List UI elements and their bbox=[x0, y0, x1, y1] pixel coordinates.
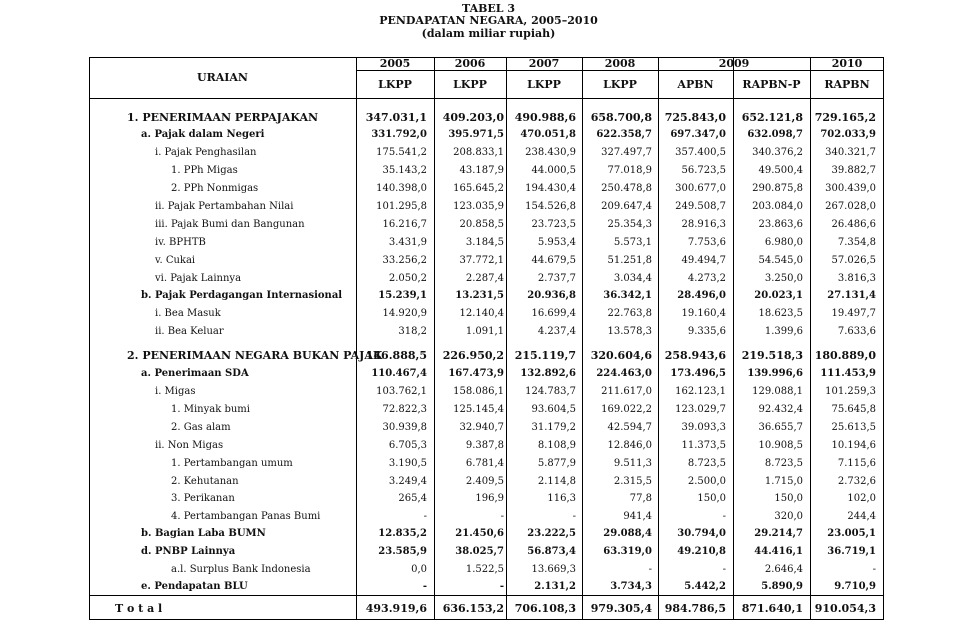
row-value: 27.131,4 bbox=[827, 290, 876, 301]
header-sub-2009-rapbnp: RAPBN-P bbox=[742, 78, 801, 91]
row-value: 103.762,1 bbox=[376, 386, 427, 397]
row-value: 129.088,1 bbox=[752, 386, 803, 397]
row-value: 725.843,0 bbox=[664, 111, 726, 124]
row-value: 2.287,4 bbox=[465, 273, 504, 284]
row-label: 3. Perikanan bbox=[171, 493, 235, 504]
table-row bbox=[89, 508, 884, 525]
row-value: 3.734,3 bbox=[610, 581, 652, 592]
row-value: 101.295,8 bbox=[376, 201, 427, 212]
row-value: 4.273,2 bbox=[687, 273, 726, 284]
row-value: 23.222,5 bbox=[527, 528, 576, 539]
row-label: e. Pendapatan BLU bbox=[141, 581, 248, 592]
row-value: 77,8 bbox=[629, 493, 652, 504]
row-label: 2. PPh Nonmigas bbox=[171, 183, 259, 194]
row-value: 652.121,8 bbox=[741, 111, 803, 124]
row-value: 224.463,0 bbox=[596, 368, 652, 379]
header-sub-2007: LKPP bbox=[527, 78, 561, 91]
total-value: 979.305,4 bbox=[590, 602, 652, 615]
row-label: iv. BPHTB bbox=[155, 237, 206, 248]
row-label: i. Migas bbox=[155, 386, 196, 397]
row-value: 16.699,4 bbox=[531, 308, 576, 319]
row-value: 125.145,4 bbox=[453, 404, 504, 415]
table-row bbox=[89, 525, 884, 542]
row-value: 25.354,3 bbox=[607, 219, 652, 230]
table-caption: TABEL 3 bbox=[461, 2, 516, 15]
table-row bbox=[89, 198, 884, 215]
total-row bbox=[89, 600, 884, 617]
row-value: 250.478,8 bbox=[601, 183, 652, 194]
table-title: PENDAPATAN NEGARA, 2005–2010 bbox=[379, 14, 598, 27]
header-year-2010: 2010 bbox=[831, 57, 863, 70]
row-value: 409.203,0 bbox=[442, 111, 504, 124]
row-value: 9.710,9 bbox=[834, 581, 876, 592]
row-value: 150,0 bbox=[774, 493, 803, 504]
row-value: 42.594,7 bbox=[607, 422, 652, 433]
row-value: 9.387,8 bbox=[465, 440, 504, 451]
row-value: 622.358,7 bbox=[596, 129, 652, 140]
row-value: 37.772,1 bbox=[459, 255, 504, 266]
row-value: 18.623,5 bbox=[758, 308, 803, 319]
row-label: ii. Pajak Pertambahan Nilai bbox=[155, 201, 294, 212]
table-row bbox=[89, 578, 884, 595]
row-value: 3.250,0 bbox=[764, 273, 803, 284]
row-value: 44.416,1 bbox=[754, 546, 803, 557]
row-value: 36.342,1 bbox=[603, 290, 652, 301]
row-value: 203.084,0 bbox=[752, 201, 803, 212]
row-value: 54.545,0 bbox=[758, 255, 803, 266]
table-row bbox=[89, 144, 884, 161]
table-row bbox=[89, 126, 884, 143]
row-value: 219.518,3 bbox=[741, 349, 803, 362]
row-value: 6.705,3 bbox=[388, 440, 427, 451]
row-value: 111.453,9 bbox=[820, 368, 876, 379]
row-value: 19.497,7 bbox=[831, 308, 876, 319]
row-value: 102,0 bbox=[847, 493, 876, 504]
row-value: 1.091,1 bbox=[465, 326, 504, 337]
row-value: 395.971,5 bbox=[448, 129, 504, 140]
row-value: 123.029,7 bbox=[675, 404, 726, 415]
table-row bbox=[89, 234, 884, 251]
row-value: 15.239,1 bbox=[378, 290, 427, 301]
row-value: 1.522,5 bbox=[465, 564, 504, 575]
row-label: 4. Pertambangan Panas Bumi bbox=[171, 511, 321, 522]
row-value: 11.373,5 bbox=[681, 440, 726, 451]
row-value: 267.028,0 bbox=[825, 201, 876, 212]
row-value: - bbox=[572, 511, 576, 522]
row-value: 3.184,5 bbox=[465, 237, 504, 248]
row-value: 5.573,1 bbox=[613, 237, 652, 248]
header-sub-2005: LKPP bbox=[378, 78, 412, 91]
row-value: 320.604,6 bbox=[590, 349, 652, 362]
row-value: 5.442,2 bbox=[684, 581, 726, 592]
row-value: 3.034,4 bbox=[613, 273, 652, 284]
total-value: 493.919,6 bbox=[365, 602, 427, 615]
row-value: 697.347,0 bbox=[670, 129, 726, 140]
row-label: 1. Minyak bumi bbox=[171, 404, 250, 415]
row-value: 347.031,1 bbox=[365, 111, 427, 124]
total-value: 636.153,2 bbox=[442, 602, 504, 615]
header-sub-2008: LKPP bbox=[603, 78, 637, 91]
row-label: v. Cukai bbox=[155, 255, 196, 266]
row-value: 265,4 bbox=[398, 493, 427, 504]
row-value: 12.846,0 bbox=[607, 440, 652, 451]
header-year-2006: 2006 bbox=[454, 57, 486, 70]
row-value: 38.025,7 bbox=[455, 546, 504, 557]
row-label: ii. Non Migas bbox=[155, 440, 224, 451]
row-value: 2.500,0 bbox=[687, 476, 726, 487]
table-row bbox=[89, 419, 884, 436]
header-sub-2010: RAPBN bbox=[824, 78, 870, 91]
table-unit-note: (dalam miliar rupiah) bbox=[421, 27, 556, 40]
row-label: 2. PENERIMAAN NEGARA BUKAN PAJAK bbox=[127, 349, 383, 362]
row-value: 28.916,3 bbox=[681, 219, 726, 230]
row-value: 49.494,7 bbox=[681, 255, 726, 266]
row-value: 43.187,9 bbox=[459, 165, 504, 176]
row-value: 3.816,3 bbox=[837, 273, 876, 284]
row-value: 14.920,9 bbox=[382, 308, 427, 319]
row-value: 20.858,5 bbox=[459, 219, 504, 230]
row-value: 5.877,9 bbox=[537, 458, 576, 469]
row-value: 340.376,2 bbox=[752, 147, 803, 158]
row-value: 123.035,9 bbox=[453, 201, 504, 212]
row-label: d. PNBP Lainnya bbox=[141, 546, 236, 557]
row-value: 56.723,5 bbox=[681, 165, 726, 176]
row-value: 1.399,6 bbox=[764, 326, 803, 337]
row-value: 162.123,1 bbox=[675, 386, 726, 397]
row-value: 23.585,9 bbox=[378, 546, 427, 557]
row-value: 180.889,0 bbox=[814, 349, 876, 362]
table-row bbox=[89, 561, 884, 578]
row-value: 2.114,8 bbox=[537, 476, 576, 487]
total-label: T o t a l bbox=[115, 602, 163, 615]
row-value: 632.098,7 bbox=[747, 129, 803, 140]
row-value: 8.108,9 bbox=[537, 440, 576, 451]
row-value: 175.541,2 bbox=[376, 147, 427, 158]
row-label: b. Pajak Perdagangan Internasional bbox=[141, 290, 343, 301]
table-row bbox=[89, 473, 884, 490]
row-value: - bbox=[722, 511, 726, 522]
row-value: 146.888,5 bbox=[365, 349, 427, 362]
row-value: 22.763,8 bbox=[607, 308, 652, 319]
row-value: - bbox=[722, 564, 726, 575]
row-value: 30.794,0 bbox=[677, 528, 726, 539]
row-value: 139.996,6 bbox=[747, 368, 803, 379]
row-value: 167.473,9 bbox=[448, 368, 504, 379]
row-value: 51.251,8 bbox=[607, 255, 652, 266]
table-row bbox=[89, 270, 884, 287]
table-row bbox=[89, 365, 884, 382]
row-value: 26.486,6 bbox=[831, 219, 876, 230]
row-value: - bbox=[423, 511, 427, 522]
row-value: 8.723,5 bbox=[687, 458, 726, 469]
row-value: 244,4 bbox=[847, 511, 876, 522]
row-value: 318,2 bbox=[398, 326, 427, 337]
row-value: 13.669,3 bbox=[531, 564, 576, 575]
table-row bbox=[89, 252, 884, 269]
row-value: - bbox=[872, 564, 876, 575]
table-row bbox=[89, 490, 884, 507]
row-value: 702.033,9 bbox=[820, 129, 876, 140]
total-value: 871.640,1 bbox=[741, 602, 803, 615]
row-value: 39.882,7 bbox=[831, 165, 876, 176]
row-value: 327.497,7 bbox=[601, 147, 652, 158]
table-row bbox=[89, 305, 884, 322]
row-label: iii. Pajak Bumi dan Bangunan bbox=[155, 219, 305, 230]
row-value: 490.988,6 bbox=[514, 111, 576, 124]
row-value: 23.863,6 bbox=[758, 219, 803, 230]
row-value: 8.723,5 bbox=[764, 458, 803, 469]
row-value: 208.833,1 bbox=[453, 147, 504, 158]
row-value: 300.439,0 bbox=[825, 183, 876, 194]
row-value: 6.980,0 bbox=[764, 237, 803, 248]
row-value: 658.700,8 bbox=[590, 111, 652, 124]
row-value: 10.194,6 bbox=[831, 440, 876, 451]
row-value: 56.873,4 bbox=[527, 546, 576, 557]
row-value: 3.190,5 bbox=[388, 458, 427, 469]
row-value: - bbox=[648, 564, 652, 575]
table-row bbox=[89, 287, 884, 304]
table-row bbox=[89, 216, 884, 233]
header-divider bbox=[89, 98, 884, 99]
table-row bbox=[89, 180, 884, 197]
row-label: i. Bea Masuk bbox=[155, 308, 221, 319]
row-value: 63.319,0 bbox=[603, 546, 652, 557]
row-value: 290.875,8 bbox=[752, 183, 803, 194]
row-label: 1. PPh Migas bbox=[171, 165, 238, 176]
row-value: 9.511,3 bbox=[613, 458, 652, 469]
row-label: 1. Pertambangan umum bbox=[171, 458, 293, 469]
row-value: 44.679,5 bbox=[531, 255, 576, 266]
row-value: 9.335,6 bbox=[687, 326, 726, 337]
table-row bbox=[89, 437, 884, 454]
total-value: 984.786,5 bbox=[664, 602, 726, 615]
row-value: 19.160,4 bbox=[681, 308, 726, 319]
row-value: 21.450,6 bbox=[455, 528, 504, 539]
row-value: 10.908,5 bbox=[758, 440, 803, 451]
row-value: 238.430,9 bbox=[525, 147, 576, 158]
row-value: 158.086,1 bbox=[453, 386, 504, 397]
row-value: 23.005,1 bbox=[827, 528, 876, 539]
row-value: 331.792,0 bbox=[371, 129, 427, 140]
table-row bbox=[89, 455, 884, 472]
row-value: 28.496,0 bbox=[677, 290, 726, 301]
row-value: 7.633,6 bbox=[837, 326, 876, 337]
row-value: 110.467,4 bbox=[371, 368, 427, 379]
row-value: 23.723,5 bbox=[531, 219, 576, 230]
row-label: vi. Pajak Lainnya bbox=[155, 273, 242, 284]
table-row bbox=[89, 383, 884, 400]
row-value: 29.214,7 bbox=[754, 528, 803, 539]
row-value: 49.210,8 bbox=[677, 546, 726, 557]
table-row bbox=[89, 323, 884, 340]
row-value: 16.216,7 bbox=[382, 219, 427, 230]
row-value: 2.315,5 bbox=[613, 476, 652, 487]
row-value: 154.526,8 bbox=[525, 201, 576, 212]
row-value: 194.430,4 bbox=[525, 183, 576, 194]
table-row bbox=[89, 162, 884, 179]
row-value: 340.321,7 bbox=[825, 147, 876, 158]
header-sub-2006: LKPP bbox=[453, 78, 487, 91]
row-value: 7.354,8 bbox=[837, 237, 876, 248]
header-year-2005: 2005 bbox=[379, 57, 411, 70]
row-value: 2.732,6 bbox=[837, 476, 876, 487]
row-value: 3.431,9 bbox=[388, 237, 427, 248]
table-row bbox=[89, 401, 884, 418]
row-value: 150,0 bbox=[697, 493, 726, 504]
row-label: 2. Gas alam bbox=[171, 422, 231, 433]
row-value: 36.655,7 bbox=[758, 422, 803, 433]
row-value: 729.165,2 bbox=[814, 111, 876, 124]
row-value: 25.613,5 bbox=[831, 422, 876, 433]
header-uraian: URAIAN bbox=[196, 71, 248, 84]
row-value: 93.604,5 bbox=[531, 404, 576, 415]
row-value: 33.256,2 bbox=[382, 255, 427, 266]
row-value: 169.022,2 bbox=[601, 404, 652, 415]
row-value: 29.088,4 bbox=[603, 528, 652, 539]
row-value: 7.115,6 bbox=[837, 458, 876, 469]
row-value: 36.719,1 bbox=[827, 546, 876, 557]
row-value: 101.259,3 bbox=[825, 386, 876, 397]
row-value: 20.023,1 bbox=[754, 290, 803, 301]
row-value: 77.018,9 bbox=[607, 165, 652, 176]
row-value: 39.093,3 bbox=[681, 422, 726, 433]
row-value: 249.508,7 bbox=[675, 201, 726, 212]
row-value: - bbox=[500, 511, 504, 522]
row-value: 44.000,5 bbox=[531, 165, 576, 176]
row-value: 357.400,5 bbox=[675, 147, 726, 158]
row-value: 3.249,4 bbox=[388, 476, 427, 487]
row-value: 320,0 bbox=[774, 511, 803, 522]
header-year-2009: 2009 bbox=[718, 57, 750, 70]
row-value: 165.645,2 bbox=[453, 183, 504, 194]
row-value: 4.237,4 bbox=[537, 326, 576, 337]
row-value: 13.231,5 bbox=[455, 290, 504, 301]
row-value: 12.835,2 bbox=[378, 528, 427, 539]
row-value: 31.179,2 bbox=[531, 422, 576, 433]
row-value: 226.950,2 bbox=[442, 349, 504, 362]
header-year-2007: 2007 bbox=[528, 57, 560, 70]
row-value: 7.753,6 bbox=[687, 237, 726, 248]
row-value: 20.936,8 bbox=[527, 290, 576, 301]
row-value: 2.131,2 bbox=[534, 581, 576, 592]
row-value: 941,4 bbox=[623, 511, 652, 522]
row-label: 2. Kehutanan bbox=[171, 476, 239, 487]
table-row bbox=[89, 109, 884, 126]
header-divider bbox=[356, 70, 884, 71]
row-value: 470.051,8 bbox=[520, 129, 576, 140]
row-label: a.l. Surplus Bank Indonesia bbox=[171, 564, 311, 575]
row-value: 0,0 bbox=[411, 564, 427, 575]
row-label: b. Bagian Laba BUMN bbox=[141, 528, 266, 539]
row-value: 92.432,4 bbox=[758, 404, 803, 415]
row-label: 1. PENERIMAAN PERPAJAKAN bbox=[127, 111, 319, 124]
row-label: i. Pajak Penghasilan bbox=[155, 147, 257, 158]
row-value: 140.398,0 bbox=[376, 183, 427, 194]
row-value: 49.500,4 bbox=[758, 165, 803, 176]
row-value: 12.140,4 bbox=[459, 308, 504, 319]
row-value: 35.143,2 bbox=[382, 165, 427, 176]
row-value: 13.578,3 bbox=[607, 326, 652, 337]
row-value: 5.953,4 bbox=[537, 237, 576, 248]
row-value: 173.496,5 bbox=[670, 368, 726, 379]
row-value: 32.940,7 bbox=[459, 422, 504, 433]
row-label: a. Penerimaan SDA bbox=[141, 368, 249, 379]
total-value: 706.108,3 bbox=[514, 602, 576, 615]
row-value: 300.677,0 bbox=[675, 183, 726, 194]
header-sub-2009-apbn: APBN bbox=[677, 78, 714, 91]
row-value: 1.715,0 bbox=[764, 476, 803, 487]
total-value: 910.054,3 bbox=[814, 602, 876, 615]
row-value: 124.783,7 bbox=[525, 386, 576, 397]
table-row bbox=[89, 543, 884, 560]
row-value: 6.781,4 bbox=[465, 458, 504, 469]
row-value: 215.119,7 bbox=[514, 349, 576, 362]
row-value: 2.050,2 bbox=[388, 273, 427, 284]
row-value: 30.939,8 bbox=[382, 422, 427, 433]
table-row bbox=[89, 347, 884, 364]
row-label: a. Pajak dalam Negeri bbox=[141, 129, 265, 140]
row-value: - bbox=[499, 581, 504, 592]
row-value: - bbox=[422, 581, 427, 592]
header-year-2008: 2008 bbox=[604, 57, 636, 70]
total-divider bbox=[89, 595, 884, 596]
row-value: 57.026,5 bbox=[831, 255, 876, 266]
row-value: 196,9 bbox=[475, 493, 504, 504]
row-value: 5.890,9 bbox=[761, 581, 803, 592]
row-value: 211.617,0 bbox=[601, 386, 652, 397]
row-value: 116,3 bbox=[547, 493, 576, 504]
row-value: 75.645,8 bbox=[831, 404, 876, 415]
row-value: 72.822,3 bbox=[382, 404, 427, 415]
row-label: ii. Bea Keluar bbox=[155, 326, 224, 337]
row-value: 2.646,4 bbox=[764, 564, 803, 575]
row-value: 2.409,5 bbox=[465, 476, 504, 487]
row-value: 2.737,7 bbox=[537, 273, 576, 284]
row-value: 209.647,4 bbox=[601, 201, 652, 212]
row-value: 258.943,6 bbox=[664, 349, 726, 362]
row-value: 132.892,6 bbox=[520, 368, 576, 379]
